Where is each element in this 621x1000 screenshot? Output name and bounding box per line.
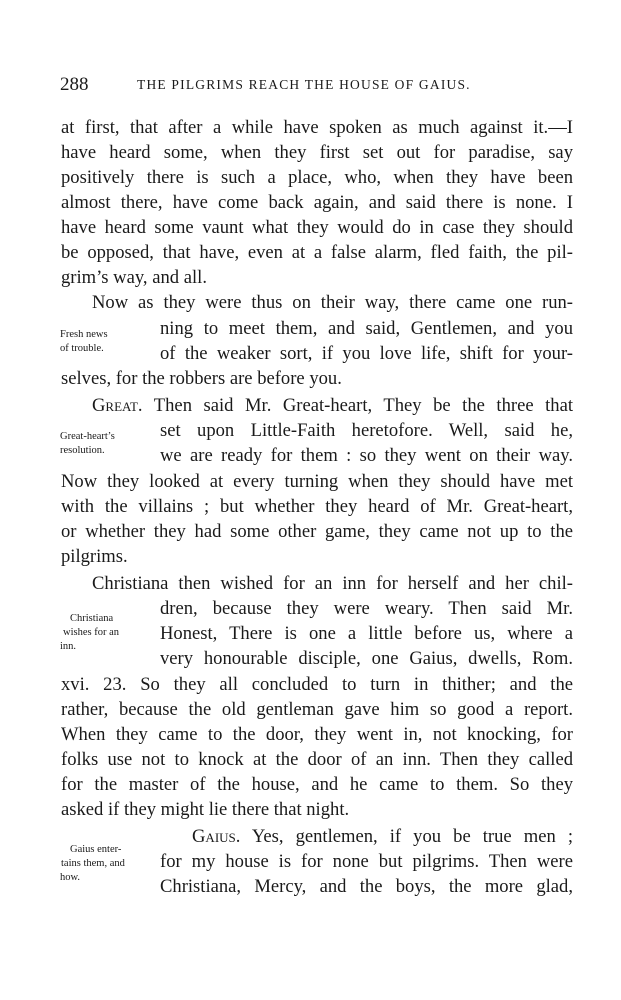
text-line-content: Then said Mr. Great-heart, They be the three that xyxy=(153,395,573,416)
text-line: dren, because they were weary. Then said Mr. xyxy=(160,598,573,619)
text-line: at first, that after a while have spoken as much against it.—I xyxy=(61,117,573,138)
margin-note: Gaius enter- xyxy=(70,844,122,855)
text-line: of the weaker sort, if you love life, shift for your- xyxy=(160,343,573,364)
text-line: positively there is such a place, who, when they have been xyxy=(61,167,573,188)
text-line: almost there, have come back again, and said there is none. I xyxy=(61,192,573,213)
text-line: rather, because the old gentleman gave him so good a report. xyxy=(61,699,573,720)
text-line: Now they looked at every turning when they should have met xyxy=(61,471,573,492)
text-line: selves, for the robbers are before you. xyxy=(61,368,342,389)
margin-note: Fresh news xyxy=(60,329,108,340)
margin-note: inn. xyxy=(60,641,77,652)
margin-note: how. xyxy=(60,872,81,883)
text-line: folks use not to knock at the door of an inn. Then they called xyxy=(61,749,573,770)
text-line: ning to meet them, and said, Gentlemen, and you xyxy=(160,318,573,339)
page-number: 288 xyxy=(60,74,89,95)
text-line: Christiana, Mercy, and the boys, the more glad, xyxy=(160,876,573,897)
speaker-great: Great. xyxy=(92,395,143,416)
text-line: have heard some vaunt what they would do in case they should xyxy=(61,217,573,238)
text-line: Honest, There is one a little before us, where a xyxy=(160,623,573,644)
margin-note: resolution. xyxy=(60,445,105,456)
margin-note: Christiana xyxy=(70,613,114,624)
text-line-content: Yes, gentlemen, if you be true men ; xyxy=(251,826,573,847)
text-line: Christiana then wished for an inn for herself and her chil- xyxy=(92,573,573,594)
text-line: have heard some, when they first set out for paradise, say xyxy=(61,142,573,163)
text-line: asked if they might lie there that night. xyxy=(61,799,350,820)
text-line: for the master of the house, and he came to them. So they xyxy=(61,774,573,795)
page-header xyxy=(60,74,575,100)
speaker-gaius: Gaius. xyxy=(192,826,241,847)
text-line: set upon Little-Faith heretofore. Well, said he, xyxy=(160,420,573,441)
text-line xyxy=(192,825,573,849)
running-head: THE PILGRIMS REACH THE HOUSE OF GAIUS. xyxy=(137,77,471,92)
text-line: for my house is for none but pilgrims. Then were xyxy=(160,851,573,872)
margin-note: tains them, and xyxy=(61,858,125,869)
text-line: grim’s way, and all. xyxy=(61,267,207,288)
text-line: When they came to the door, they went in, not knocking, for xyxy=(61,724,573,745)
text-line: or whether they had some other game, they came not up to the xyxy=(61,521,573,542)
text-line: with the villains ; but whether they heard of Mr. Great-heart, xyxy=(61,496,573,517)
text-line xyxy=(92,394,573,418)
text-line: very honourable disciple, one Gaius, dwells, Rom. xyxy=(160,648,573,669)
text-line: we are ready for them : so they went on their way. xyxy=(160,445,573,466)
text-line: pilgrims. xyxy=(61,546,128,567)
margin-note: of trouble. xyxy=(60,343,104,354)
margin-note: wishes for an xyxy=(63,627,119,638)
margin-note: Great-heart’s xyxy=(60,431,115,442)
text-line: Now as they were thus on their way, there came one run- xyxy=(92,292,573,313)
text-line: be opposed, that have, even at a false alarm, fled faith, the pil- xyxy=(61,242,573,263)
text-line: xvi. 23. So they all concluded to turn in thither; and the xyxy=(61,674,573,695)
